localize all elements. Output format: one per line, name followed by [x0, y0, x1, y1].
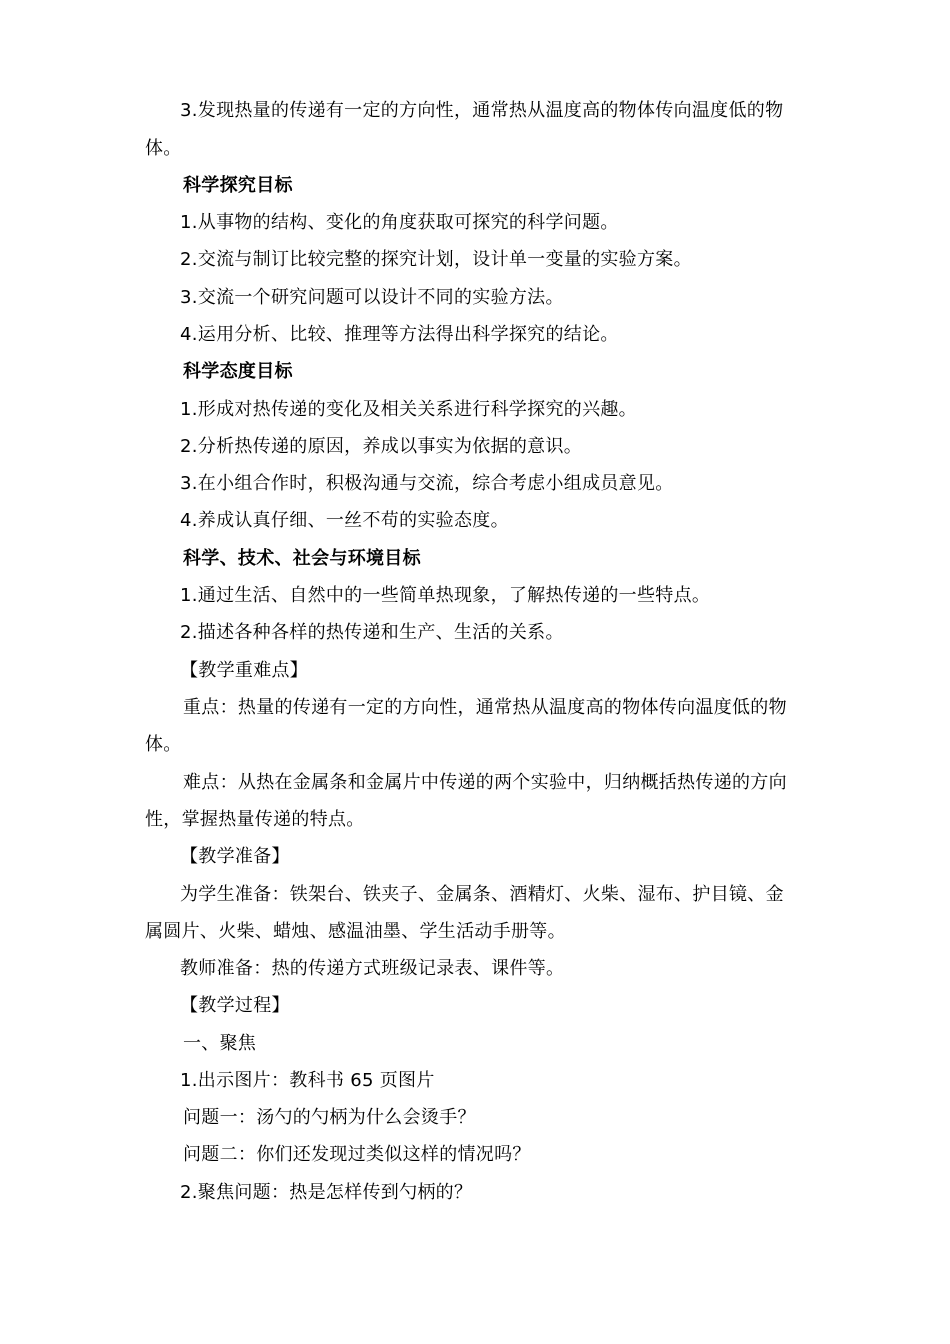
text-line: 3.交流一个研究问题可以设计不同的实验方法。	[180, 287, 564, 308]
text-line: 1.从事物的结构、变化的角度获取可探究的科学问题。	[180, 212, 619, 233]
text-line: 问题一：汤勺的勺柄为什么会烫手？	[183, 1107, 476, 1128]
section-heading: 【教学重难点】	[180, 660, 309, 681]
text-line: 一、聚焦	[183, 1033, 257, 1054]
text-line: 1.形成对热传递的变化及相关关系进行科学探究的兴趣。	[180, 399, 637, 420]
text-line: 难点：从热在金属条和金属片中传递的两个实验中，归纳概括热传递的方向	[183, 772, 787, 793]
text-line: 2.聚焦问题：热是怎样传到勺柄的？	[180, 1182, 473, 1203]
text-line: 4.养成认真仔细、一丝不苟的实验态度。	[180, 510, 509, 531]
section-heading: 科学、技术、社会与环境目标	[183, 548, 421, 569]
text-line: 为学生准备：铁架台、铁夹子、金属条、酒精灯、火柴、湿布、护目镜、金	[180, 884, 784, 905]
text-line: 属圆片、火柴、蜡烛、感温油墨、学生活动手册等。	[145, 921, 566, 942]
text-line: 1.出示图片：教科书 65 页图片	[180, 1070, 435, 1091]
text-line: 2.分析热传递的原因，养成以事实为依据的意识。	[180, 436, 583, 457]
text-line: 问题二：你们还发现过类似这样的情况吗？	[183, 1144, 531, 1165]
text-line: 3.在小组合作时，积极沟通与交流，综合考虑小组成员意见。	[180, 473, 674, 494]
text-line: 体。	[145, 734, 182, 755]
text-line: 重点：热量的传递有一定的方向性，通常热从温度高的物体传向温度低的物	[183, 697, 787, 718]
section-heading: 科学探究目标	[183, 175, 293, 196]
section-heading: 【教学过程】	[180, 995, 290, 1016]
section-heading: 【教学准备】	[180, 846, 290, 867]
text-line: 2.描述各种各样的热传递和生产、生活的关系。	[180, 622, 564, 643]
text-line: 体。	[145, 138, 182, 159]
text-line: 2.交流与制订比较完整的探究计划，设计单一变量的实验方案。	[180, 249, 692, 270]
text-line: 3.发现热量的传递有一定的方向性，通常热从温度高的物体传向温度低的物	[180, 100, 784, 121]
text-line: 1.通过生活、自然中的一些简单热现象，了解热传递的一些特点。	[180, 585, 711, 606]
text-line: 4.运用分析、比较、推理等方法得出科学探究的结论。	[180, 324, 619, 345]
text-line: 性，掌握热量传递的特点。	[145, 809, 365, 830]
section-heading: 科学态度目标	[183, 361, 293, 382]
text-line: 教师准备：热的传递方式班级记录表、课件等。	[180, 958, 565, 979]
